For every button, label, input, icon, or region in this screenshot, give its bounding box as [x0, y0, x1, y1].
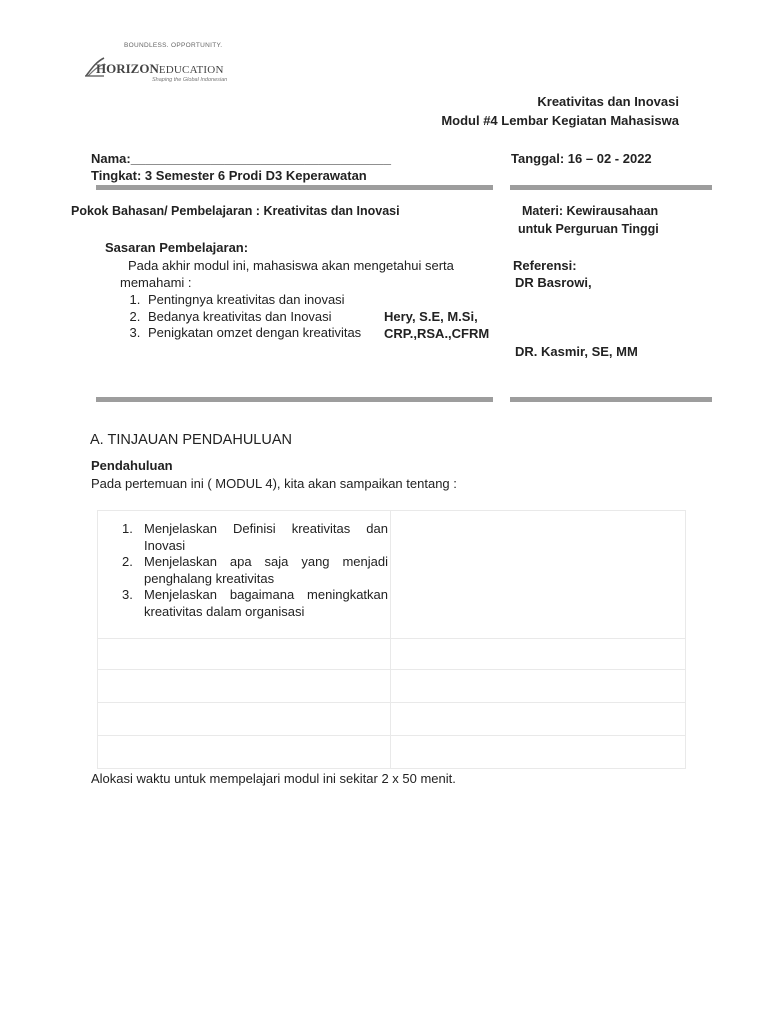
date-label: Tanggal: 16 – 02 - 2022 — [511, 151, 652, 166]
logo-subline: Shaping the Global Indonesian — [152, 77, 228, 83]
objective-text: Menjelaskan bagaimana meningkatkan kreativitas dalam organisasi — [144, 587, 388, 619]
table-cell — [391, 703, 686, 736]
referensi-ref-3: DR. Kasmir, SE, MM — [515, 344, 638, 359]
divider-left-top — [96, 185, 493, 190]
table-cell — [98, 670, 391, 703]
time-allocation: Alokasi waktu untuk mempelajari modul ini sekitar 2 x 50 menit. — [91, 771, 456, 786]
sasaran-heading: Sasaran Pembelajaran: — [105, 240, 249, 255]
level-line: Tingkat: 3 Semester 6 Prodi D3 Keperawatan — [91, 168, 367, 183]
logo-brand — [96, 60, 224, 78]
pendahuluan-heading: Pendahuluan — [91, 458, 173, 473]
table-row — [98, 736, 686, 769]
sasaran-intro-line-1: Pada akhir modul ini, mahasiswa akan mengetahui serta — [128, 258, 454, 273]
table-row — [98, 511, 686, 639]
pendahuluan-intro: Pada pertemuan ini ( MODUL 4), kita akan sampaikan tentang : — [91, 476, 457, 491]
objective-text: Menjelaskan apa saja yang menjadi penghalang kreativitas — [144, 554, 388, 586]
module-title: Modul #4 Lembar Kegiatan Mahasiswa — [441, 113, 679, 128]
table-row — [98, 670, 686, 703]
course-title: Kreativitas dan Inovasi — [537, 94, 679, 109]
pokok-bahasan: Pokok Bahasan/ Pembelajaran : Kreativitas dan Inovasi — [71, 204, 400, 218]
referensi-ref-1: DR Basrowi, — [515, 275, 592, 290]
list-item: 1. Pentingnya kreativitas dan inovasi — [144, 292, 404, 309]
list-item: 3. Penigkatan omzet dengan kreativitas — [144, 325, 404, 342]
table-cell — [391, 511, 686, 639]
table-cell — [98, 639, 391, 670]
section-a-title: A. TINJAUAN PENDAHULUAN — [90, 432, 292, 448]
list-item: 2. Bedanya kreativitas dan Inovasi — [144, 309, 404, 326]
list-item: 1. Menjelaskan Definisi kreativitas dan Inovasi — [122, 521, 388, 553]
materi-line-1: Materi: Kewirausahaan — [522, 204, 659, 218]
sasaran-intro-line-2: memahami : — [120, 275, 192, 290]
table-cell — [391, 670, 686, 703]
logo-tagline: BOUNDLESS. OPPORTUNITY. — [124, 42, 223, 49]
divider-left-bottom — [96, 397, 493, 402]
objective-text: Menjelaskan Definisi kreativitas dan Inovasi — [144, 521, 388, 553]
logo-brand-bold: HORIZON — [96, 61, 159, 76]
materi-line-2: untuk Perguruan Tinggi — [518, 222, 659, 236]
table-cell — [98, 736, 391, 769]
table-cell — [98, 511, 391, 639]
divider-right-bottom — [510, 397, 712, 402]
table-cell — [391, 639, 686, 670]
table-cell — [391, 736, 686, 769]
objectives-table — [97, 510, 686, 769]
horizon-education-logo — [84, 42, 244, 88]
logo-brand-rest: EDUCATION — [158, 64, 224, 76]
list-item: 3. Menjelaskan bagaimana meningkatkan kreativitas dalam organisasi — [122, 587, 388, 619]
name-field-label: Nama:____________________________________ — [91, 151, 392, 166]
sasaran-list — [122, 292, 404, 342]
referensi-ref-2-line-1: Hery, S.E, M.Si, — [384, 309, 478, 324]
table-row — [98, 703, 686, 736]
referensi-ref-2-line-2: CRP.,RSA.,CFRM — [384, 326, 490, 341]
referensi-label: Referensi: — [513, 258, 577, 273]
list-item: 2. Menjelaskan apa saja yang menjadi penghalang kreativitas — [122, 554, 388, 586]
objectives-list — [98, 521, 390, 620]
divider-right-top — [510, 185, 712, 190]
table-row — [98, 639, 686, 670]
table-cell — [98, 703, 391, 736]
